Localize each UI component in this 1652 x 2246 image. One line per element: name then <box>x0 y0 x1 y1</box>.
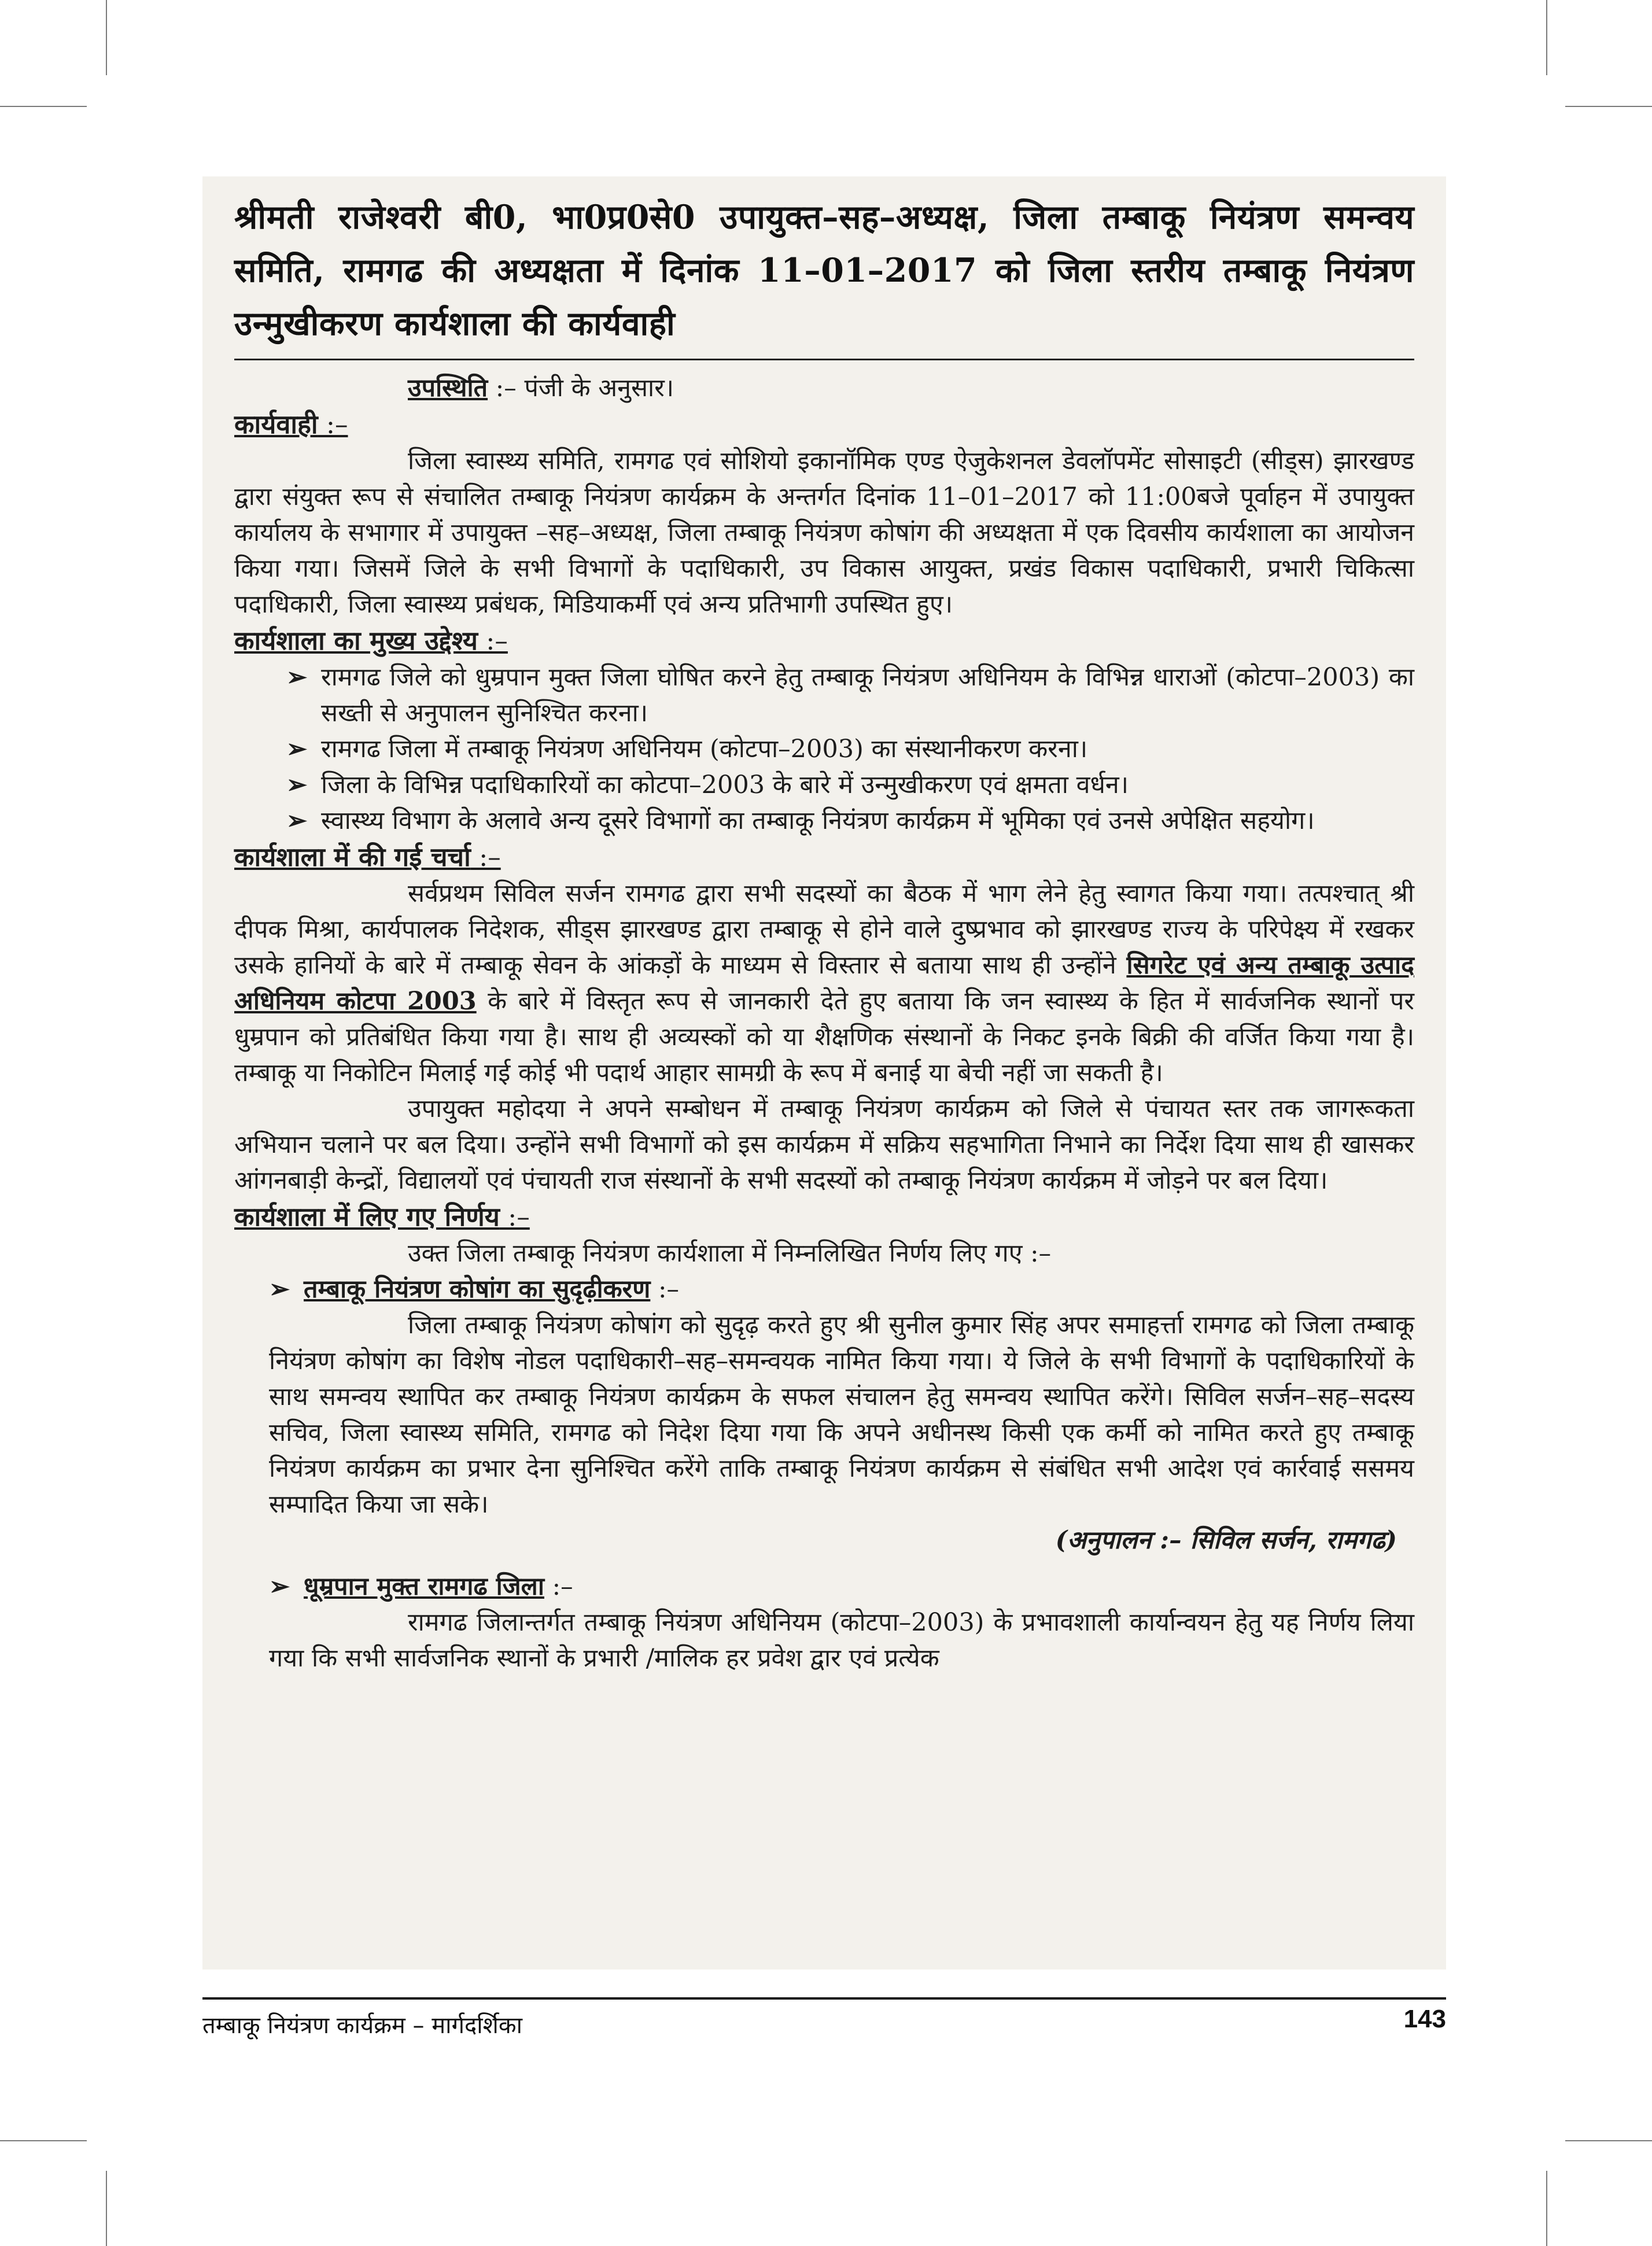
list-item: ➢ रामगढ जिले को धुम्रपान मुक्त जिला घोषित करने हेतु तम्बाकू नियंत्रण अधिनियम के विभिन्न धाराओं (कोटपा–2003) का सख्ती से अनुपालन सुनिश्चित करना। <box>286 659 1414 731</box>
decision-2-paragraph: रामगढ जिलान्तर्गत तम्बाकू नियंत्रण अधिनियम (कोटपा–2003) के प्रभावशाली कार्यान्वयन हेतु यह निर्णय लिया गया कि सभी सार्वजनिक स्थानों के प्रभारी /मालिक हर प्रवेश द्वार एवं प्रत्येक <box>269 1608 1414 1673</box>
proceedings-heading: कार्यवाही :– <box>234 409 348 440</box>
title-underline <box>234 359 1414 360</box>
proceedings-paragraph: जिला स्वास्थ्य समिति, रामगढ एवं सोशियो इकानॉमिक एण्ड ऐजुकेशनल डेवलॉपमेंट सोसाइटी (सीड्स) झारखण्ड द्वारा संयुक्त रूप से संचालित तम्बाकू नियंत्रण कार्यक्रम के अन्तर्गत दिनांक 11–01–2017 को 11:00बजे पूर्वाहन में उपायुक्त कार्यालय के सभागार में उपायुक्त –सह–अध्यक्ष, जिला तम्बाकू नियंत्रण कोषांग की अध्यक्षता में एक दिवसीय कार्यशाला का आयोजन किया गया। जिसमें जिले के सभी विभागों के पदाधिकारी, उप विकास आयुक्त, प्रखंड विकास पदाधिकारी, प्रभारी चिकित्सा पदाधिकारी, जिला स्वास्थ्य प्रबंधक, मिडियाकर्मी एवं अन्य प्रतिभागी उपस्थित हुए। <box>234 447 1414 619</box>
page-title: श्रीमती राजेश्वरी बी0, भा0प्र0से0 उपायुक्त–सह–अध्यक्ष, जिला तम्बाकू नियंत्रण समन्वय समिति, रामगढ की अध्यक्षता में दिनांक 11–01–2017 को जिला स्तरीय तम्बाकू नियंत्रण उन्मुखीकरण कार्यशाला की कार्यवाही <box>234 198 1414 343</box>
arrow-bullet-icon: ➢ <box>286 663 308 692</box>
crop-mark <box>0 106 87 107</box>
footer-title: तम्बाकू नियंत्रण कार्यक्रम – मार्गदर्शिका <box>202 2012 522 2039</box>
decisions-heading: कार्यशाला में लिए गए निर्णय :– <box>234 1201 530 1232</box>
decisions-intro: उक्त जिला तम्बाकू नियंत्रण कार्यशाला में निम्नलिखित निर्णय लिए गए :– <box>408 1239 1052 1268</box>
attendance-line <box>408 370 1414 406</box>
objectives-list <box>234 659 1414 839</box>
attendance-text: :– पंजी के अनुसार। <box>488 374 674 403</box>
list-item: ➢ रामगढ जिला में तम्बाकू नियंत्रण अधिनियम (कोटपा–2003) का संस्थानीकरण करना। <box>286 731 1414 767</box>
list-item: ➢ जिला के विभिन्न पदाधिकारियों का कोटपा–2003 के बारे में उन्मुखीकरण एवं क्षमता वर्धन। <box>286 767 1414 803</box>
attendance-label: उपस्थिति <box>408 374 488 403</box>
document-body <box>234 370 1414 1676</box>
discussion-paragraph-1: सर्वप्रथम सिविल सर्जन रामगढ द्वारा सभी सदस्यों का बैठक में भाग लेने हेतु स्वागत किया गया। तत्पश्चात् श्री दीपक मिश्रा, कार्यपालक निदेशक, सीड्स झारखण्ड द्वारा तम्बाकू से होने वाले दुष्प्रभाव को झारखण्ड राज्य के परिपेक्ष्य में रखकर उसके हानियों के बारे में तम्बाकू सेवन के आंकड़ों के माध्यम से विस्तार से बताया साथ ही उन्होंने सिगरेट एवं अन्य तम्बाकू उत्पाद अधिनियम कोटपा 2003 के बारे में विस्तृत रूप से जानकारी देते हुए बताया कि जन स्वास्थ्य के हित में सार्वजनिक स्थानों पर धुम्रपान को प्रतिबंधित किया गया है। साथ ही अव्यस्कों को या शैक्षणिक संस्थानों के निकट इनके बिक्री की वर्जित किया गया है। तम्बाकू या निकोटिन मिलाई गई कोई भी पदार्थ आहार सामग्री के रूप में बनाई या बेची नहीं जा सकती है। <box>234 879 1414 1087</box>
arrow-bullet-icon: ➢ <box>269 1275 290 1304</box>
crop-mark <box>0 2140 87 2141</box>
crop-mark <box>1546 0 1547 75</box>
crop-mark <box>106 0 107 75</box>
decision-2-heading: ➢ धूम्रपान मुक्त रामगढ जिला :– <box>269 1569 1414 1605</box>
arrow-bullet-icon: ➢ <box>286 735 308 764</box>
arrow-bullet-icon: ➢ <box>286 770 308 799</box>
decision-1-paragraph: जिला तम्बाकू नियंत्रण कोषांग को सुदृढ़ करते हुए श्री सुनील कुमार सिंह अपर समाहर्त्ता रामगढ को जिला तम्बाकू नियंत्रण कोषांग का विशेष नोडल पदाधिकारी–सह–समन्वयक नामित किया गया। ये जिले के सभी विभागों के पदाधिकारियों के साथ समन्वय स्थापित कर तम्बाकू नियंत्रण कार्यक्रम के सफल संचालन हेतु समन्वय स्थापित करेंगे। सिविल सर्जन–सह–सदस्य सचिव, जिला स्वास्थ्य समिति, रामगढ को निदेश दिया गया कि अपने अधीनस्थ किसी एक कर्मी को नामित करते हुए तम्बाकू नियंत्रण कार्यक्रम का प्रभार देना सुनिश्चित करेंगे ताकि तम्बाकू नियंत्रण कार्यक्रम से संबंधित सभी आदेश एवं कार्रवाई ससमय सम्पादित किया जा सके। <box>269 1311 1414 1519</box>
arrow-bullet-icon: ➢ <box>269 1572 290 1601</box>
crop-mark <box>1565 2140 1652 2141</box>
decision-1-compliance: (अनुपालन :– सिविल सर्जन, रामगढ) <box>1055 1526 1397 1555</box>
crop-mark <box>1565 106 1652 107</box>
discussion-heading: कार्यशाला में की गई चर्चा :– <box>234 842 501 872</box>
cotpa-act-reference: सिगरेट एवं अन्य तम्बाकू उत्पाद अधिनियम कोटपा 2003 <box>234 951 1414 1016</box>
crop-mark <box>1546 2171 1547 2246</box>
list-item: ➢ स्वास्थ्य विभाग के अलावे अन्य दूसरे विभागों का तम्बाकू नियंत्रण कार्यक्रम में भूमिका एवं उनसे अपेक्षित सहयोग। <box>286 803 1414 839</box>
arrow-bullet-icon: ➢ <box>286 806 308 835</box>
crop-mark <box>106 2171 107 2246</box>
decision-1-heading: ➢ तम्बाकू नियंत्रण कोषांग का सुदृढ़ीकरण :– <box>269 1271 1414 1307</box>
discussion-paragraph-2: उपायुक्त महोदया ने अपने सम्बोधन में तम्बाकू नियंत्रण कार्यक्रम को जिले से पंचायत स्तर तक जागरूकता अभियान चलाने पर बल दिया। उन्होंने सभी विभागों को इस कार्यक्रम में सक्रिय सहभागिता निभाने का निर्देश दिया साथ ही खासकर आंगनबाड़ी केन्द्रों, विद्यालयों एवं पंचायती राज संस्थानों के सभी सदस्यों को तम्बाकू नियंत्रण कार्यक्रम में जोड़ने पर बल दिया। <box>234 1094 1414 1195</box>
page-number: 143 <box>1403 2005 1446 2033</box>
objectives-heading: कार्यशाला का मुख्य उद्देश्य :– <box>234 625 508 656</box>
footer-rule <box>202 1997 1446 2000</box>
